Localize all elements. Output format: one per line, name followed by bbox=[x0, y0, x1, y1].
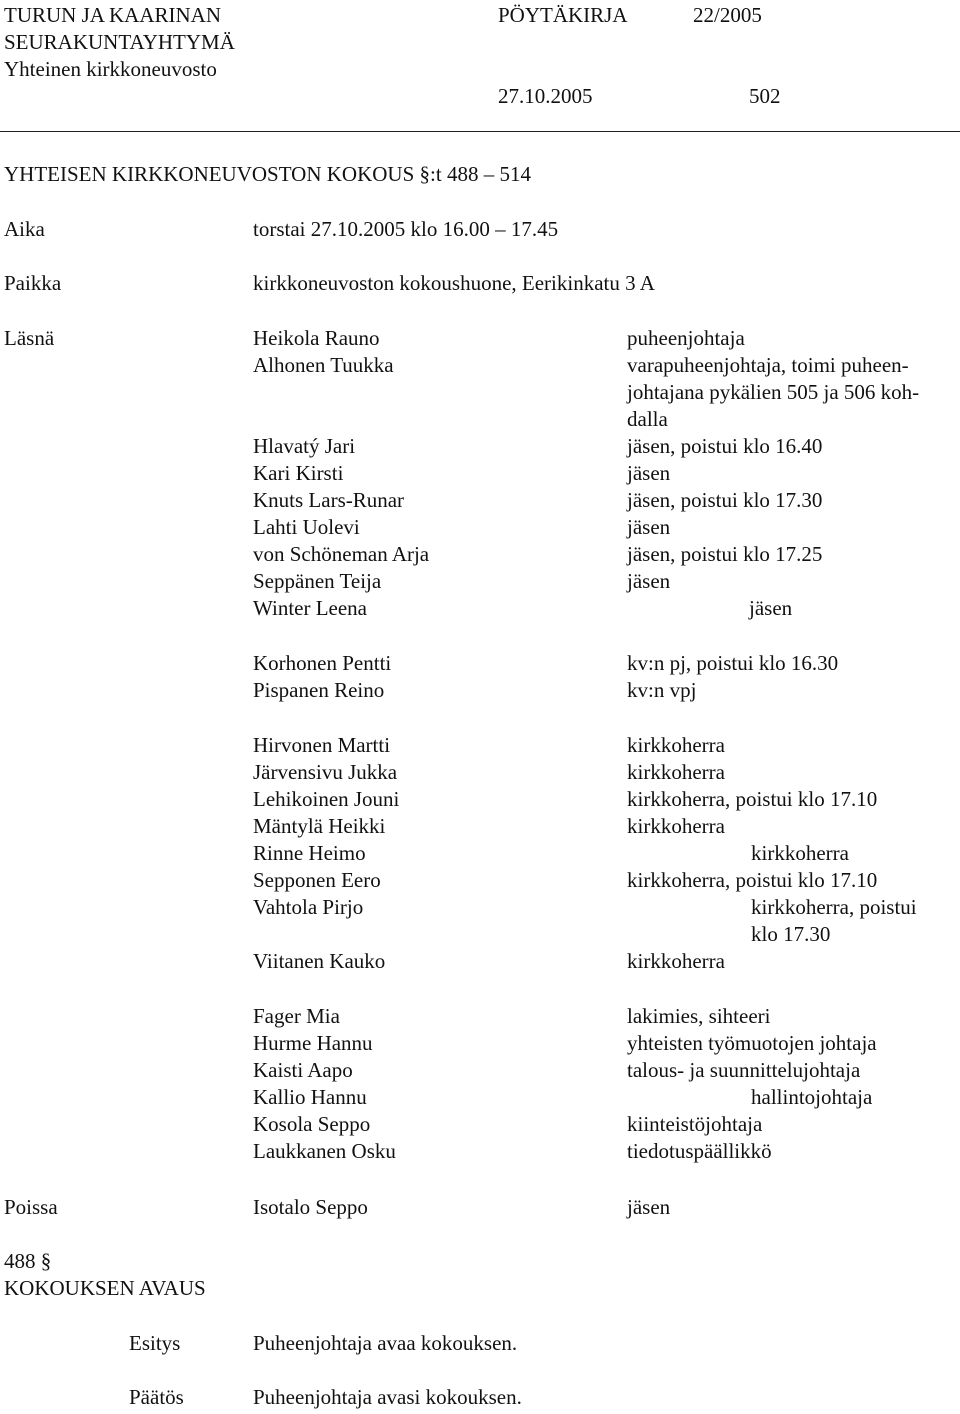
attendee-role: jäsen bbox=[749, 596, 793, 620]
attendee-role: lakimies, sihteeri bbox=[627, 1004, 771, 1028]
absent-name: Isotalo Seppo bbox=[253, 1195, 368, 1219]
decision-text: Puheenjohtaja avasi kokouksen. bbox=[253, 1385, 522, 1409]
role-line: dalla bbox=[627, 407, 668, 431]
attendee-role: kirkkoherra, poistui klo 17.10 bbox=[627, 868, 878, 892]
attendee-role bbox=[751, 897, 956, 918]
attendee-name: Winter Leena bbox=[253, 596, 368, 620]
document-date: 27.10.2005 bbox=[498, 84, 593, 108]
attendee-name: Pispanen Reino bbox=[253, 678, 385, 702]
proposal-text: Puheenjohtaja avaa kokouksen. bbox=[253, 1331, 518, 1355]
attendee-role: jäsen, poistui klo 17.25 bbox=[627, 542, 823, 566]
absent-label: Poissa bbox=[4, 1195, 58, 1219]
meeting-title: YHTEISEN KIRKKONEUVOSTON KOKOUS §:t 488 – 514 bbox=[4, 162, 531, 186]
attendee-name: Hlavatý Jari bbox=[253, 434, 356, 458]
attendee-name: Rinne Heimo bbox=[253, 841, 366, 865]
attendee-role bbox=[627, 355, 953, 376]
attendee-name: Kosola Seppo bbox=[253, 1112, 371, 1136]
attendee-name: Fager Mia bbox=[253, 1004, 340, 1028]
org-name-line3: Yhteinen kirkkoneuvosto bbox=[4, 57, 217, 81]
attendee-role: kirkkoherra bbox=[751, 841, 849, 865]
attendee-role: talous- ja suunnittelujohtaja bbox=[627, 1058, 861, 1082]
role-line: klo 17.30 bbox=[751, 922, 831, 946]
time-value: torstai 27.10.2005 klo 16.00 – 17.45 bbox=[253, 217, 559, 241]
role-line: kirkkoherra, poistui bbox=[751, 895, 917, 919]
attendee-name: Lehikoinen Jouni bbox=[253, 787, 400, 811]
attendee-name: Mäntylä Heikki bbox=[253, 814, 386, 838]
attendee-role: hallintojohtaja bbox=[751, 1085, 873, 1109]
decision-label: Päätös bbox=[129, 1385, 184, 1409]
place-value: kirkkoneuvoston kokoushuone, Eerikinkatu 3 A bbox=[253, 271, 655, 295]
time-label: Aika bbox=[4, 217, 45, 241]
proposal-label: Esitys bbox=[129, 1331, 181, 1355]
section-number: 488 § bbox=[4, 1249, 52, 1273]
attendee-name: Järvensivu Jukka bbox=[253, 760, 398, 784]
attendee-role: kirkkoherra bbox=[627, 760, 725, 784]
attendee-name: Kaisti Aapo bbox=[253, 1058, 353, 1082]
section-title: KOKOUKSEN AVAUS bbox=[4, 1276, 206, 1300]
attendee-name: Alhonen Tuukka bbox=[253, 353, 394, 377]
attendee-name: Seppänen Teija bbox=[253, 569, 382, 593]
attendee-name: Heikola Rauno bbox=[253, 326, 380, 350]
role-line: johtajana pykälien 505 ja 506 koh- bbox=[627, 380, 920, 404]
attendee-name: von Schöneman Arja bbox=[253, 542, 430, 566]
page-number: 502 bbox=[749, 84, 781, 108]
attendee-role: jäsen, poistui klo 17.30 bbox=[627, 488, 823, 512]
place-label: Paikka bbox=[4, 271, 62, 295]
attendee-role: yhteisten työmuotojen johtaja bbox=[627, 1031, 877, 1055]
attendee-role: kv:n pj, poistui klo 16.30 bbox=[627, 651, 839, 675]
attendee-name: Vahtola Pirjo bbox=[253, 895, 364, 919]
attendee-name: Korhonen Pentti bbox=[253, 651, 392, 675]
attendee-role: jäsen bbox=[627, 461, 671, 485]
attendee-role: kirkkoherra, poistui klo 17.10 bbox=[627, 787, 878, 811]
attendee-name: Hirvonen Martti bbox=[253, 733, 391, 757]
document-number: 22/2005 bbox=[693, 3, 762, 27]
document-type: PÖYTÄKIRJA bbox=[498, 3, 628, 27]
attendee-role: kiinteistöjohtaja bbox=[627, 1112, 763, 1136]
org-name-line1: TURUN JA KAARINAN bbox=[4, 3, 222, 27]
attendee-name: Laukkanen Osku bbox=[253, 1139, 396, 1163]
attendee-role: jäsen bbox=[627, 515, 671, 539]
role-line: varapuheenjohtaja, toimi puheen- bbox=[627, 353, 909, 377]
attendee-role: puheenjohtaja bbox=[627, 326, 745, 350]
absent-role: jäsen bbox=[627, 1195, 671, 1219]
attendee-name: Knuts Lars-Runar bbox=[253, 488, 405, 512]
attendee-name: Kari Kirsti bbox=[253, 461, 344, 485]
attendee-role: kirkkoherra bbox=[627, 949, 725, 973]
attendee-role: jäsen bbox=[627, 569, 671, 593]
header-rule bbox=[0, 131, 960, 132]
org-name-line2: SEURAKUNTAYHTYMÄ bbox=[4, 30, 235, 54]
attendee-role: kirkkoherra bbox=[627, 733, 725, 757]
attendee-name: Kallio Hannu bbox=[253, 1085, 367, 1109]
attendee-role: kirkkoherra bbox=[627, 814, 725, 838]
attendee-name: Hurme Hannu bbox=[253, 1031, 373, 1055]
attendee-role: tiedotuspäällikkö bbox=[627, 1139, 772, 1163]
attendee-name: Lahti Uolevi bbox=[253, 515, 360, 539]
attendee-name: Viitanen Kauko bbox=[253, 949, 386, 973]
attendee-role: jäsen, poistui klo 16.40 bbox=[627, 434, 823, 458]
present-label: Läsnä bbox=[4, 326, 55, 350]
attendee-role: kv:n vpj bbox=[627, 678, 697, 702]
attendee-name: Sepponen Eero bbox=[253, 868, 381, 892]
